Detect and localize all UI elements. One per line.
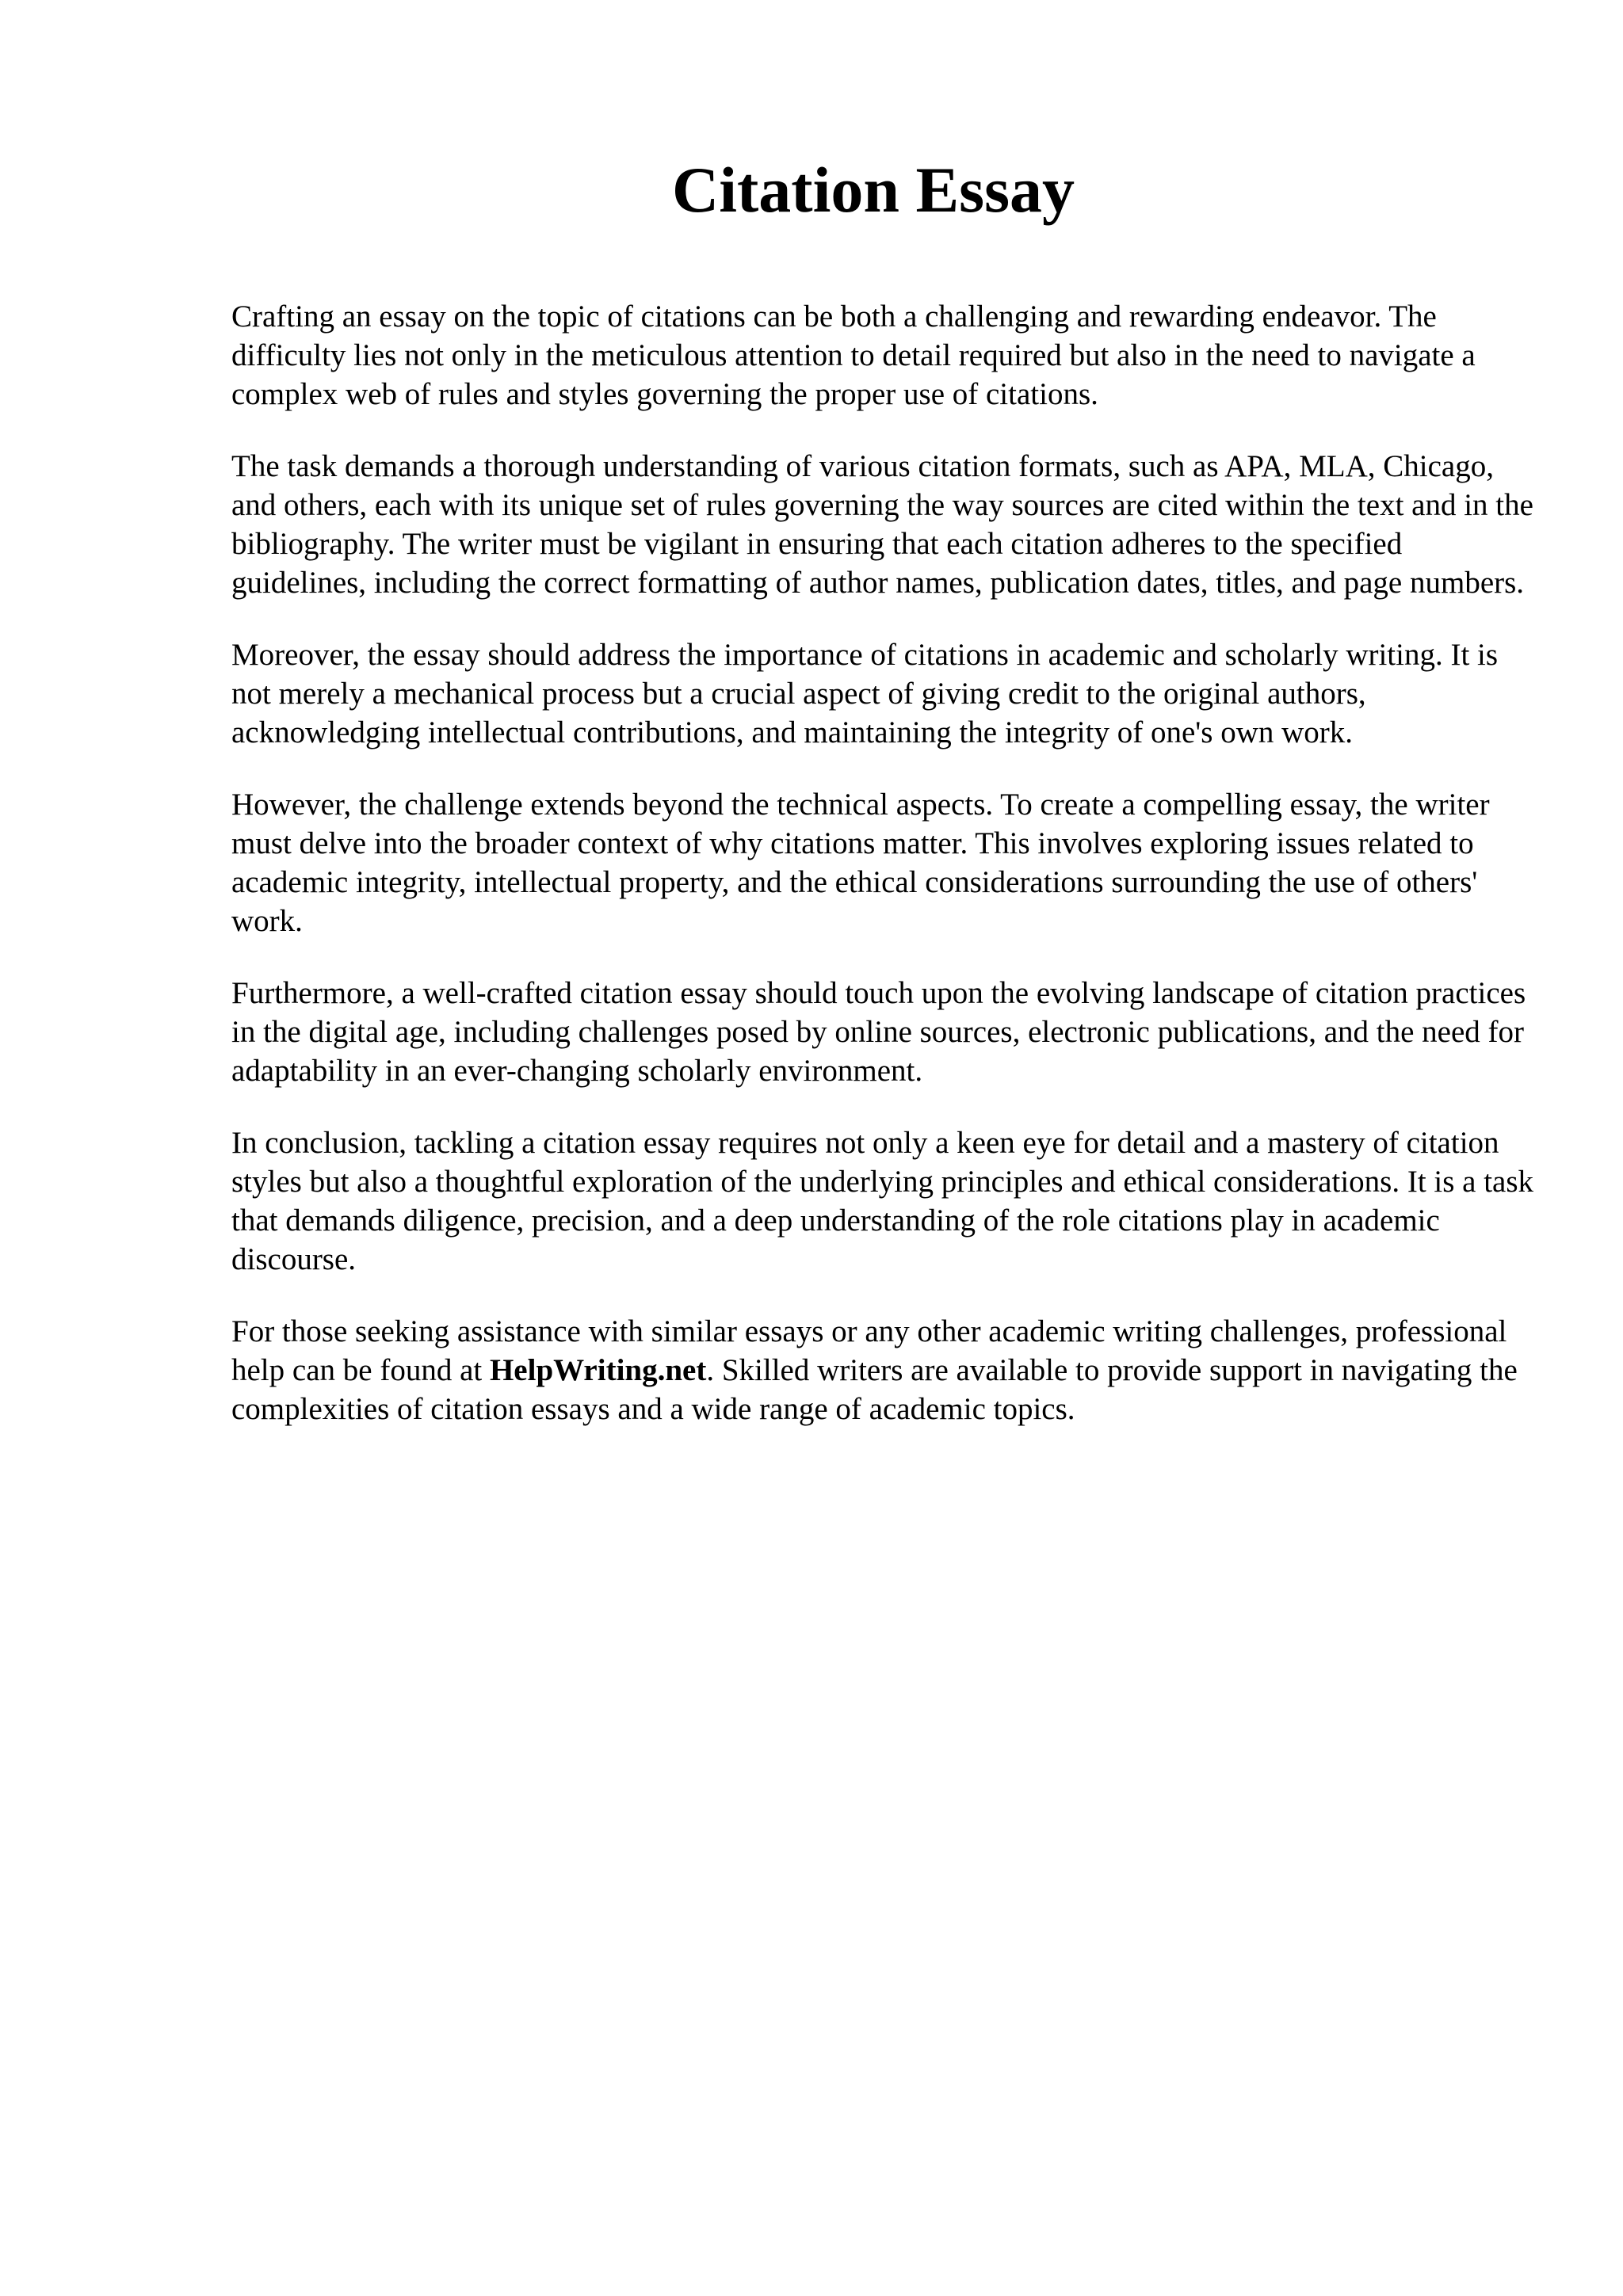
final-paragraph-intro: For those seeking assistance with similar essays or any other academic writing challenges, professional help can be found at bbox=[231, 1314, 1507, 1387]
paragraph-1: Crafting an essay on the topic of citations can be both a challenging and rewarding endeavor. The difficulty lies not only in the meticulous attention to detail required but also in the need to navigate a complex web of rules and styles governing the proper use of citations. bbox=[231, 299, 1476, 411]
title-container bbox=[231, 151, 1515, 230]
page-title: Citation Essay bbox=[671, 154, 1075, 226]
brand-name: HelpWriting.net bbox=[489, 1353, 707, 1387]
final-paragraph-outro: . Skilled writers are available to provide support in navigating the complexities of citation essays and a wide range of academic topics. bbox=[231, 1353, 1518, 1426]
paragraph-3: Moreover, the essay should address the importance of citations in academic and scholarly writing. It is not merely a mechanical process but a crucial aspect of giving credit to the original authors, acknowledging intellectual contributions, and maintaining the integrity of one's own work. bbox=[231, 638, 1499, 749]
paragraph-2: The task demands a thorough understanding of various citation formats, such as APA, MLA, Chicago, and others, each with its unique set of rules governing the way sources are cited within the text and in the bibliography. The writer must be vigilant in ensuring that each citation adheres to the specified guidelines, including the correct formatting of author names, publication dates, titles, and page numbers. bbox=[231, 449, 1533, 600]
paragraph-5: Furthermore, a well-crafted citation essay should touch upon the evolving landscape of citation practices in the digital age, including challenges posed by online sources, electronic publications, and the need for adaptability in an ever-changing scholarly environment. bbox=[231, 976, 1526, 1088]
document-body bbox=[231, 297, 1539, 1462]
paragraph-4: However, the challenge extends beyond the technical aspects. To create a compelling essay, the writer must delve into the broader context of why citations matter. This involves exploring issues related to academic integrity, intellectual property, and the ethical considerations surrounding the use of others' work. bbox=[231, 788, 1490, 938]
paragraph-6: In conclusion, tackling a citation essay requires not only a keen eye for detail and a mastery of citation styles but also a thoughtful exploration of the underlying principles and ethical considerations. It is a task that demands diligence, precision, and a deep understanding of the role citations play in academic discourse. bbox=[231, 1126, 1534, 1276]
paragraph-7 bbox=[231, 1312, 1539, 1428]
